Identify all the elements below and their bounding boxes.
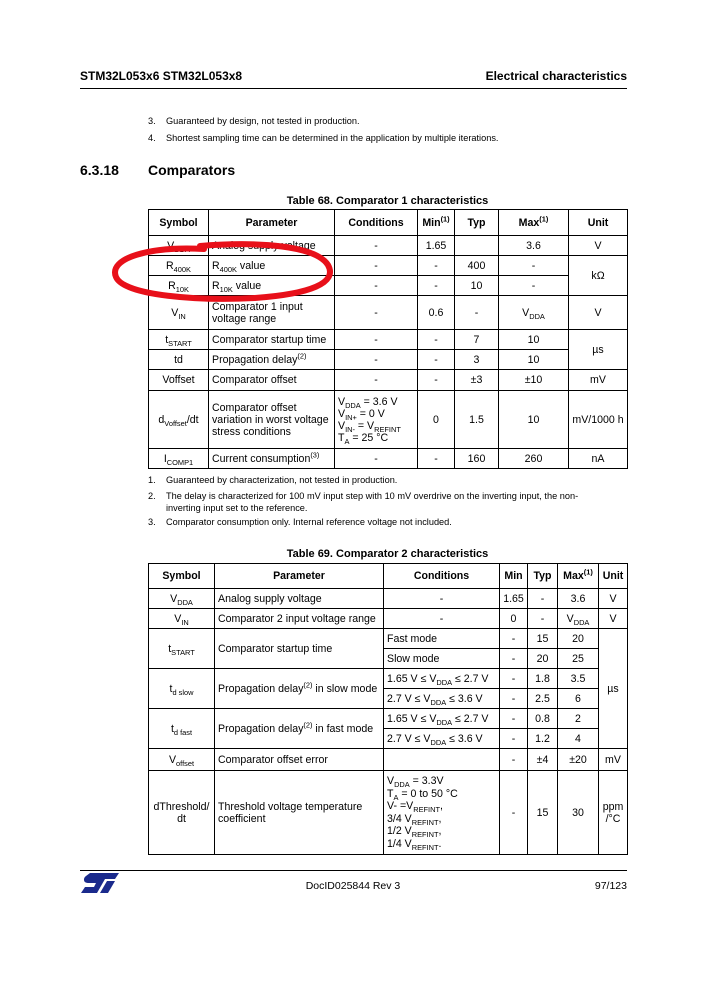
- cell-max: 10: [499, 350, 569, 370]
- cell-typ: 7: [455, 330, 499, 350]
- cell-parameter: Analog supply voltage: [209, 236, 335, 256]
- cell-typ: 0.8: [528, 709, 558, 729]
- cell-symbol: $V_{offset}$: [149, 749, 215, 771]
- cell-max: 10: [499, 391, 569, 449]
- cell-symbol: td: [149, 350, 209, 370]
- table-row: [149, 391, 628, 449]
- cell-symbol: $t_{d slow}$: [149, 669, 215, 709]
- cell-parameter: Comparator offset variation in worst voltage stress conditions: [209, 391, 335, 449]
- cell-typ: 15: [528, 771, 558, 855]
- section-number: 6.3.18: [80, 162, 119, 178]
- cell-symbol: $t_{START}$: [149, 330, 209, 350]
- cell-conditions: -: [335, 330, 418, 350]
- cell-min: -: [500, 771, 528, 855]
- cell-parameter: Comparator offset error: [215, 749, 384, 771]
- cell-min: -: [418, 330, 455, 350]
- footer-page-number: 97/123: [594, 880, 627, 892]
- col-header-conditions: Conditions: [384, 564, 500, 589]
- cell-symbol: $d_{Voffset}/dt$: [149, 391, 209, 449]
- cell-parameter: $R_{400K}$ value: [209, 256, 335, 276]
- cell-symbol: $V_{IN}$: [149, 296, 209, 330]
- cell-unit: kΩ: [569, 256, 628, 296]
- footer-divider: [80, 870, 627, 871]
- table-header-row: [149, 564, 628, 589]
- cell-unit: V: [599, 589, 628, 609]
- col-header-min: Min$^{(1)}$: [418, 210, 455, 236]
- cell-typ: 160: [455, 449, 499, 469]
- footer-doc-id: DocID025844 Rev 3: [305, 880, 401, 892]
- cell-conditions: 2.7 $V \le V_{DDA} \le 3.6$ V: [384, 689, 500, 709]
- cell-max: $V_{DDA}$: [558, 609, 599, 629]
- cell-typ: ±3: [455, 370, 499, 391]
- table-row: [149, 749, 628, 771]
- col-header-unit: Unit: [599, 564, 628, 589]
- cell-unit: mV/1000 h: [569, 391, 628, 449]
- table-row: [149, 609, 628, 629]
- cell-typ: -: [455, 296, 499, 330]
- cell-unit: ppm /°C: [599, 771, 628, 855]
- cell-typ: [455, 236, 499, 256]
- cell-min: -: [500, 749, 528, 771]
- cell-max: 3.6: [558, 589, 599, 609]
- cell-parameter: Comparator 1 input voltage range: [209, 296, 335, 330]
- col-header-unit: Unit: [569, 210, 628, 236]
- table-row: [149, 709, 628, 729]
- cell-conditions: 2.7 $V \le V_{DDA} \le 3.6$ V: [384, 729, 500, 749]
- cell-conditions: [384, 749, 500, 771]
- note-item: 4. Shortest sampling time can be determined in the application by multiple iterations.: [148, 133, 499, 143]
- cell-max: ±10: [499, 370, 569, 391]
- table68: [148, 209, 628, 469]
- table-row: [149, 629, 628, 649]
- cell-min: 1.65: [500, 589, 528, 609]
- cell-parameter: $R_{10K}$ value: [209, 276, 335, 296]
- cell-min: -: [500, 709, 528, 729]
- cell-conditions: $V_{DDA} = 3.6$ V $V_{IN+} = 0$ V $V_{IN-} = V_{REFINT}$ $T_A = 25$ °C: [335, 391, 418, 449]
- cell-parameter: Analog supply voltage: [215, 589, 384, 609]
- footnote-item: 3. Comparator consumption only. Internal reference voltage not included.: [148, 517, 452, 527]
- cell-max: 3.5: [558, 669, 599, 689]
- table-row: [149, 276, 628, 296]
- cell-symbol: $V_{DDA}$: [149, 589, 215, 609]
- cell-max: $V_{DDA}$: [499, 296, 569, 330]
- cell-parameter: Threshold voltage temperature coefficient: [215, 771, 384, 855]
- cell-max: 10: [499, 330, 569, 350]
- note-item: 3. Guaranteed by design, not tested in production.: [148, 116, 360, 126]
- cell-unit: nA: [569, 449, 628, 469]
- col-header-max: Max$^{(1)}$: [499, 210, 569, 236]
- col-header-typ: Typ: [455, 210, 499, 236]
- header-doc-title: STM32L053x6 STM32L053x8: [80, 69, 243, 83]
- cell-conditions: -: [335, 350, 418, 370]
- cell-typ: 1.5: [455, 391, 499, 449]
- table-row: [149, 330, 628, 350]
- cell-conditions: 1.65 $V \le V_{DDA} \le 2.7$ V: [384, 669, 500, 689]
- cell-min: -: [500, 649, 528, 669]
- cell-unit: V: [569, 236, 628, 256]
- cell-symbol: $V_{IN}$: [149, 609, 215, 629]
- cell-symbol: $V_{DDA}$: [149, 236, 209, 256]
- cell-min: 1.65: [418, 236, 455, 256]
- cell-unit: µs: [569, 330, 628, 370]
- cell-max: -: [499, 276, 569, 296]
- cell-conditions: Slow mode: [384, 649, 500, 669]
- col-header-min: Min: [500, 564, 528, 589]
- cell-conditions: -: [384, 589, 500, 609]
- cell-typ: -: [528, 589, 558, 609]
- cell-unit: µs: [599, 629, 628, 749]
- cell-typ: 20: [528, 649, 558, 669]
- cell-max: 4: [558, 729, 599, 749]
- col-header-max: Max$^{(1)}$: [558, 564, 599, 589]
- table-row: [149, 370, 628, 391]
- cell-min: -: [500, 729, 528, 749]
- cell-unit: mV: [599, 749, 628, 771]
- table-row: [149, 256, 628, 276]
- cell-max: 20: [558, 629, 599, 649]
- cell-max: ±20: [558, 749, 599, 771]
- cell-min: -: [500, 629, 528, 649]
- table-row: [149, 669, 628, 689]
- cell-max: 3.6: [499, 236, 569, 256]
- cell-parameter: Propagation delay$^{(2)}$ in fast mode: [215, 709, 384, 749]
- cell-max: -: [499, 256, 569, 276]
- section-title: Comparators: [148, 162, 236, 178]
- cell-symbol: $I_{COMP1}$: [149, 449, 209, 469]
- table-header-row: [149, 210, 628, 236]
- col-header-conditions: Conditions: [335, 210, 418, 236]
- cell-min: -: [418, 276, 455, 296]
- col-header-typ: Typ: [528, 564, 558, 589]
- cell-max: 2: [558, 709, 599, 729]
- cell-min: -: [418, 350, 455, 370]
- cell-parameter: Propagation delay$^{(2)}$: [209, 350, 335, 370]
- col-header-parameter: Parameter: [215, 564, 384, 589]
- cell-conditions: Fast mode: [384, 629, 500, 649]
- table-row: [149, 589, 628, 609]
- cell-conditions: 1.65 $V \le V_{DDA} \le 2.7$ V: [384, 709, 500, 729]
- cell-typ: 1.2: [528, 729, 558, 749]
- cell-parameter: Comparator 2 input voltage range: [215, 609, 384, 629]
- cell-parameter: Current consumption$^{(3)}$: [209, 449, 335, 469]
- col-header-parameter: Parameter: [209, 210, 335, 236]
- cell-symbol: Voffset: [149, 370, 209, 391]
- cell-min: -: [418, 370, 455, 391]
- cell-conditions: -: [335, 276, 418, 296]
- cell-conditions: -: [335, 296, 418, 330]
- table-row: [149, 350, 628, 370]
- cell-max: 260: [499, 449, 569, 469]
- header-chapter-title: Electrical characteristics: [485, 69, 627, 83]
- col-header-symbol: Symbol: [149, 210, 209, 236]
- footnote-item: 2. The delay is characterized for 100 mV input step with 10 mV overdrive on the inverting input, the non-inverting input set to the reference.: [148, 491, 579, 513]
- table68-caption: Table 68. Comparator 1 characteristics: [286, 195, 489, 207]
- cell-conditions: -: [335, 256, 418, 276]
- cell-min: -: [418, 256, 455, 276]
- cell-unit: mV: [569, 370, 628, 391]
- cell-min: -: [418, 449, 455, 469]
- cell-unit: V: [569, 296, 628, 330]
- cell-conditions: -: [335, 236, 418, 256]
- cell-conditions: -: [384, 609, 500, 629]
- cell-typ: 3: [455, 350, 499, 370]
- cell-symbol: $R_{400K}$: [149, 256, 209, 276]
- table-row: [149, 449, 628, 469]
- cell-symbol: $R_{10K}$: [149, 276, 209, 296]
- cell-min: 0.6: [418, 296, 455, 330]
- cell-max: 30: [558, 771, 599, 855]
- header-divider: [80, 88, 627, 89]
- cell-typ: ±4: [528, 749, 558, 771]
- cell-conditions: $V_{DDA} = 3.3V$ $T_A = 0$ to 50 °C $V- =V_{REFINT}$, 3/4 $V_{REFINT}$, 1/2 $V_{REFINT}$, 1/4 $V_{REFINT}$.: [384, 771, 500, 855]
- table-row: [149, 236, 628, 256]
- footnote-item: 1. Guaranteed by characterization, not tested in production.: [148, 475, 398, 485]
- cell-conditions: -: [335, 370, 418, 391]
- table69: [148, 563, 628, 855]
- cell-min: 0: [500, 609, 528, 629]
- cell-symbol: $t_{START}$: [149, 629, 215, 669]
- cell-symbol: $t_{d fast}$: [149, 709, 215, 749]
- cell-parameter: Comparator startup time: [215, 629, 384, 669]
- col-header-symbol: Symbol: [149, 564, 215, 589]
- cell-min: -: [500, 669, 528, 689]
- cell-min: -: [500, 689, 528, 709]
- cell-min: 0: [418, 391, 455, 449]
- cell-symbol: dThreshold/ dt: [149, 771, 215, 855]
- table-row: [149, 771, 628, 855]
- cell-parameter: Comparator startup time: [209, 330, 335, 350]
- cell-parameter: Propagation delay$^{(2)}$ in slow mode: [215, 669, 384, 709]
- cell-typ: 400: [455, 256, 499, 276]
- cell-parameter: Comparator offset: [209, 370, 335, 391]
- cell-max: 25: [558, 649, 599, 669]
- cell-unit: V: [599, 609, 628, 629]
- table69-caption: Table 69. Comparator 2 characteristics: [286, 548, 489, 560]
- cell-typ: 10: [455, 276, 499, 296]
- cell-max: 6: [558, 689, 599, 709]
- cell-conditions: -: [335, 449, 418, 469]
- table-row: [149, 296, 628, 330]
- cell-typ: 1.8: [528, 669, 558, 689]
- cell-typ: -: [528, 609, 558, 629]
- cell-typ: 2.5: [528, 689, 558, 709]
- cell-typ: 15: [528, 629, 558, 649]
